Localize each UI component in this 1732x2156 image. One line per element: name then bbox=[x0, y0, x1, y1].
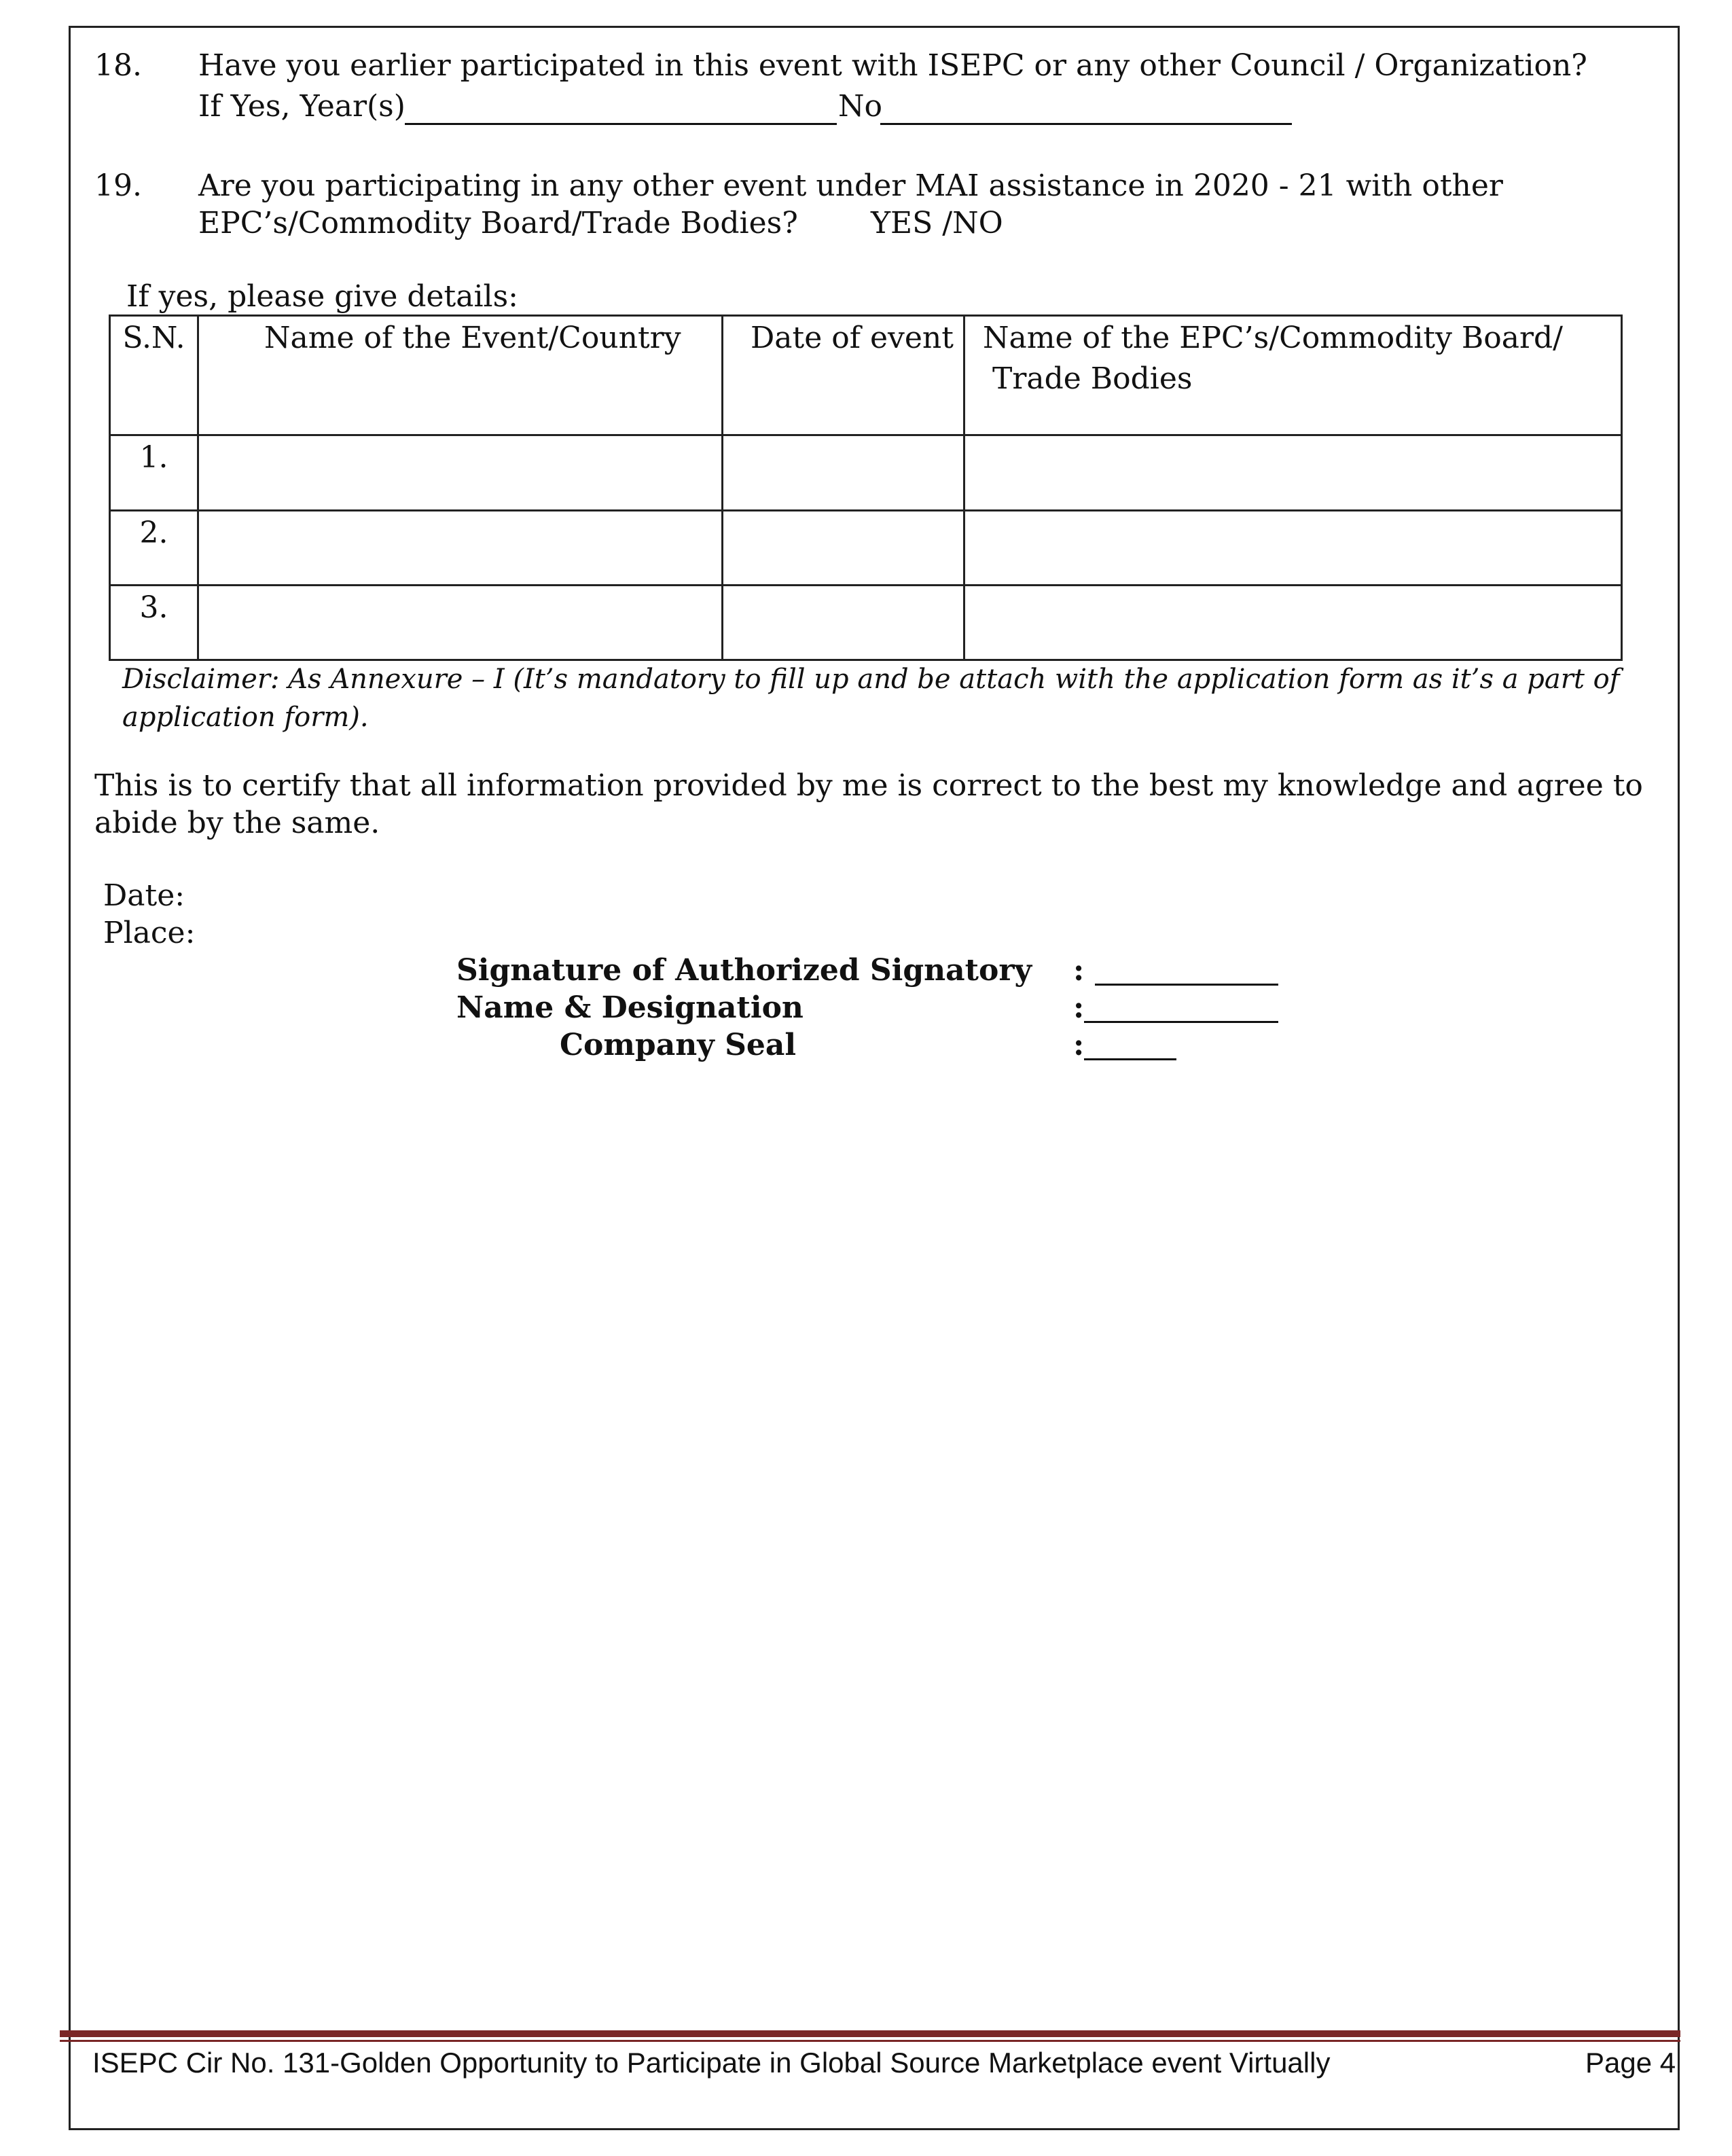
company-seal-colon: : bbox=[1073, 1028, 1085, 1062]
details-intro: If yes, please give details: bbox=[126, 279, 519, 314]
q19-options: YES /NO bbox=[871, 206, 1003, 240]
company-seal-label: Company Seal bbox=[560, 1028, 797, 1062]
signatory-colon: : bbox=[1073, 953, 1085, 988]
company-seal-line[interactable] bbox=[1084, 1058, 1176, 1060]
q18-year-line[interactable] bbox=[405, 123, 837, 125]
header-event: Name of the Event/Country bbox=[198, 316, 723, 435]
footer-rule bbox=[60, 2030, 1680, 2037]
name-designation-line[interactable] bbox=[1084, 1021, 1278, 1023]
certify-line2: abide by the same. bbox=[94, 806, 380, 840]
row-event-cell[interactable] bbox=[198, 435, 723, 510]
header-sn: S.N. bbox=[110, 316, 198, 435]
row-event-cell[interactable] bbox=[198, 510, 723, 585]
row-sn: 3. bbox=[110, 585, 198, 660]
place-label: Place: bbox=[103, 916, 196, 950]
header-date: Date of event bbox=[723, 316, 964, 435]
row-date-cell[interactable] bbox=[723, 435, 964, 510]
q18-no-label: No bbox=[838, 89, 882, 124]
row-date-cell[interactable] bbox=[723, 585, 964, 660]
row-sn: 1. bbox=[110, 435, 198, 510]
q18-no-line[interactable] bbox=[880, 123, 1292, 125]
q18-question: Have you earlier participated in this event with ISEPC or any other Council / Organization? bbox=[198, 48, 1587, 83]
row-epc-cell[interactable] bbox=[964, 510, 1622, 585]
q18-number: 18. bbox=[94, 48, 142, 83]
table-row bbox=[110, 585, 1622, 660]
row-event-cell[interactable] bbox=[198, 585, 723, 660]
q19-line2: EPC’s/Commodity Board/Trade Bodies? bbox=[198, 206, 798, 240]
row-epc-cell[interactable] bbox=[964, 585, 1622, 660]
q19-line1: Are you participating in any other event under MAI assistance in 2020 - 21 with other bbox=[198, 168, 1503, 203]
header-epc bbox=[964, 316, 1622, 435]
table-header-row bbox=[110, 316, 1622, 435]
footer-rule-thin bbox=[60, 2040, 1680, 2042]
date-label: Date: bbox=[103, 878, 185, 913]
row-date-cell[interactable] bbox=[723, 510, 964, 585]
events-table bbox=[109, 315, 1623, 661]
footer-page-number: Page 4 bbox=[1585, 2047, 1676, 2079]
q19-number: 19. bbox=[94, 168, 142, 203]
row-epc-cell[interactable] bbox=[964, 435, 1622, 510]
table-row bbox=[110, 510, 1622, 585]
signatory-label: Signature of Authorized Signatory bbox=[456, 953, 1032, 988]
header-epc-line2: Trade Bodies bbox=[992, 361, 1193, 396]
q18-yes-label: If Yes, Year(s) bbox=[198, 89, 405, 124]
disclaimer-line1: Disclaimer: As Annexure – I (It’s mandatory to fill up and be attach with the application form as it’s a part of bbox=[122, 664, 1620, 695]
certify-line1: This is to certify that all information provided by me is correct to the best my knowledge and agree to bbox=[94, 768, 1643, 803]
header-epc-line1: Name of the EPC’s/Commodity Board/ bbox=[983, 321, 1564, 355]
row-sn: 2. bbox=[110, 510, 198, 585]
name-designation-colon: : bbox=[1073, 990, 1085, 1025]
table-row bbox=[110, 435, 1622, 510]
footer-circular: ISEPC Cir No. 131-Golden Opportunity to Participate in Global Source Marketplace event Virtually bbox=[92, 2047, 1331, 2079]
name-designation-label: Name & Designation bbox=[456, 990, 804, 1025]
disclaimer-line2: application form). bbox=[122, 702, 369, 733]
signatory-line[interactable] bbox=[1095, 984, 1278, 986]
